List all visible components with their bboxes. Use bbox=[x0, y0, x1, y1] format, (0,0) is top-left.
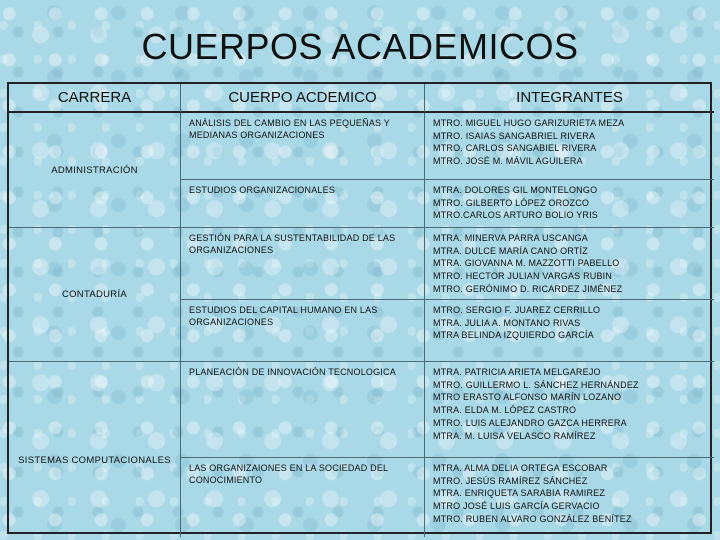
integrante: MTRO. JESÚS RAMÍREZ SÁNCHEZ bbox=[433, 475, 588, 486]
integrante: MTRA. ALMA DELIA ORTEGA ESCOBAR bbox=[433, 463, 608, 473]
integrante: MTRO. SERGIO F. JUAREZ CERRILLO bbox=[433, 305, 601, 315]
integrante: MTRO ERASTO ALFONSO MARÍN LOZANO bbox=[433, 392, 622, 403]
integrante: MTRA. JULIA A. MONTANO RIVAS bbox=[433, 317, 581, 328]
integrante: MTRO. GERÓNIMO D. RICARDEZ JIMÉNEZ bbox=[433, 283, 623, 294]
integrante: MTRO. GUILLERMO L. SÁNCHEZ HERNÁNDEZ bbox=[433, 379, 639, 390]
integrante: MTRA. DULCE MARÍA CANO ORTÍZ bbox=[433, 245, 588, 256]
cuerpo-academico: PLANEACIÓN DE INNOVACIÓN TECNOLOGICA bbox=[180, 361, 424, 457]
integrante: MTRO JOSÉ LUIS GARCÍA GERVACIO bbox=[433, 501, 600, 512]
integrante: MTRO. ISAIAS SANGABRIEL RIVERA bbox=[433, 130, 596, 141]
integrante: MTRA. GIOVANNA M. MAZZOTTI PABELLO bbox=[433, 258, 620, 269]
cuerpo-academico: ESTUDIOS DEL CAPITAL HUMANO EN LAS ORGANIZACIONES bbox=[180, 299, 424, 361]
integrantes-list bbox=[424, 361, 714, 457]
integrante: MTRO. JOSÉ M. MÁVIL AGUILERA bbox=[433, 156, 583, 167]
integrante: MTRO. LUIS ALEJANDRO GAZCA HERRERA bbox=[433, 417, 627, 428]
integrante: MTRA. PATRICIA ARIETA MELGAREJO bbox=[433, 367, 601, 377]
integrante: MTRA. M. LUISA VELASCO RAMÍREZ bbox=[433, 430, 596, 441]
cuerpo-academico: LAS ORGANIZAIONES EN LA SOCIEDAD DEL CONOCIMIENTO bbox=[180, 457, 424, 537]
integrante: MTRO. RUBEN ALVARO GONZÁLEZ BENÍTEZ bbox=[433, 513, 632, 524]
integrantes-list bbox=[424, 113, 714, 179]
integrantes-list bbox=[424, 457, 714, 537]
integrante: MTRO. HECTOR JULIAN VARGAS RUBIN bbox=[433, 271, 613, 282]
integrante: MTRA. MINERVA PARRA USCANGA bbox=[433, 233, 588, 243]
cuerpo-academico: ESTUDIOS ORGANIZACIONALES bbox=[180, 179, 424, 227]
integrantes-list bbox=[424, 299, 714, 361]
carrera-administracion: ADMINISTRACIÓN bbox=[51, 164, 138, 176]
academic-bodies-table bbox=[7, 82, 712, 534]
integrante: MTRO. CARLOS SANGABIEL RIVERA bbox=[433, 143, 597, 154]
integrante: MTRA. ELDA M. LÓPEZ CASTRO bbox=[433, 405, 577, 416]
integrante: MTRO. MIGUEL HUGO GARIZURIETA MEZA bbox=[433, 118, 625, 128]
integrante: MTRO.CARLOS ARTURO BOLIO YRIS bbox=[433, 210, 599, 221]
cuerpo-academico: ANÁLISIS DEL CAMBIO EN LAS PEQUEÑAS Y MEDIANAS ORGANIZACIONES bbox=[180, 113, 424, 179]
cuerpo-academico: GESTIÓN PARA LA SUSTENTABILIDAD DE LAS ORGANIZACIONES bbox=[180, 227, 424, 299]
integrante: MTRA. ENRIQUETA SARABIA RAMIREZ bbox=[433, 488, 606, 499]
header-cuerpo: CUERPO ACDEMICO bbox=[180, 84, 424, 113]
integrante: MTRA BELINDA IZQUIERDO GARCÍA bbox=[433, 330, 594, 341]
integrantes-list bbox=[424, 179, 714, 227]
carrera-sistemas: SISTEMAS COMPUTACIONALES bbox=[9, 361, 180, 537]
header-integrantes: INTEGRANTES bbox=[424, 84, 714, 113]
integrantes-list bbox=[424, 227, 714, 299]
header-carrera: CARRERA bbox=[9, 84, 180, 113]
integrante: MTRA. DOLORES GIL MONTELONGO bbox=[433, 185, 598, 195]
integrante: MTRO. GILBERTO LÓPEZ OROZCO bbox=[433, 197, 590, 208]
carrera-contaduria: CONTADURÍA bbox=[9, 227, 180, 361]
page-title: CUERPOS ACADEMICOS bbox=[141, 26, 579, 67]
